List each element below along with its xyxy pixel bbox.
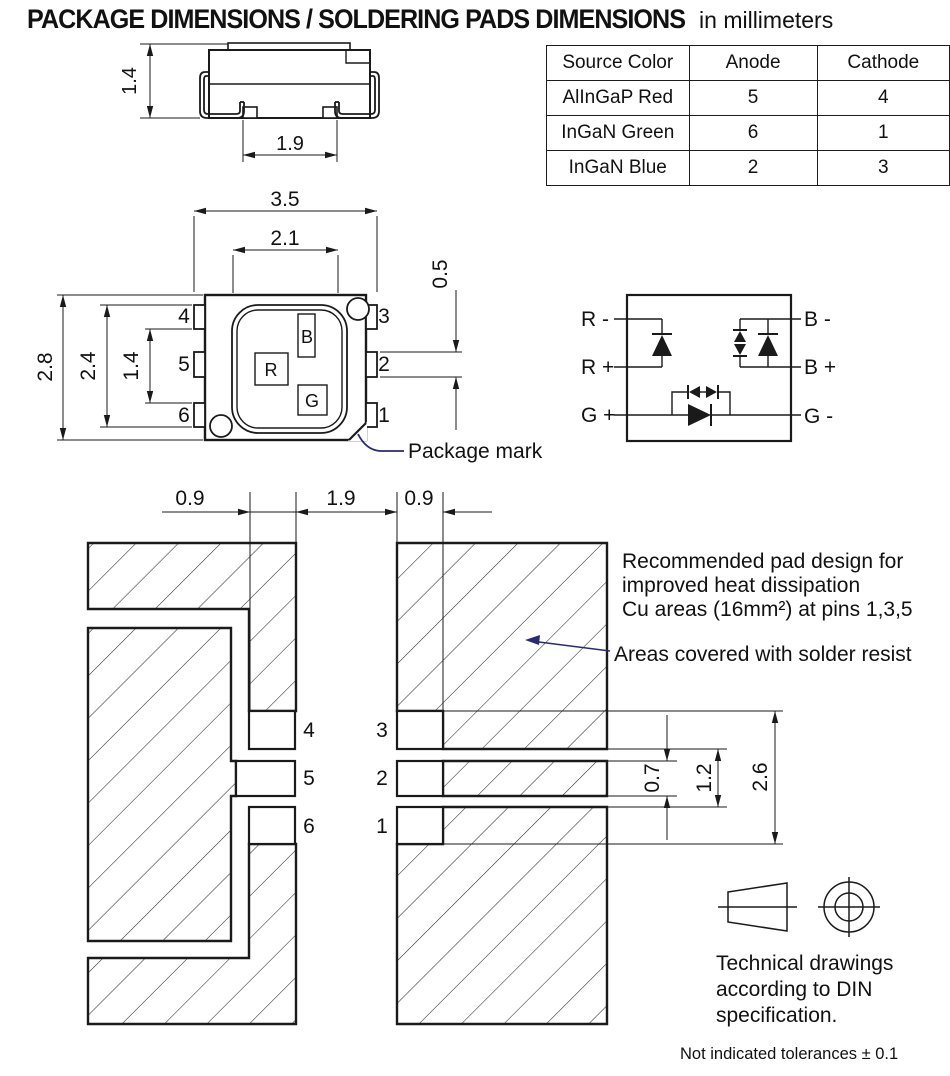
corner-circle-bottom [210,415,232,437]
dim-pad2-height: 0.7 [641,763,664,793]
chip-label-blue: B [300,327,314,347]
circuit-label-r-minus: R - [581,308,609,331]
cell-blue-anode: 2 [689,151,817,186]
dim-top-inner-width: 2.1 [270,227,300,250]
chip-label-red: R [264,360,278,380]
dim-pad-right-width: 0.9 [404,487,434,510]
pad-note-line-3: Cu areas (16mm²) at pins 1,3,5 [622,598,913,621]
chip-label-green: G [304,391,320,411]
dim-cu-gap: 1.2 [693,763,716,793]
cell-red-cathode: 4 [817,81,949,116]
din-note-line-3: specification. [716,1004,838,1027]
din-note-line-1: Technical drawings [716,952,894,975]
circuit-diagram [581,295,836,441]
circuit-label-b-plus: B + [804,356,837,379]
side-view [119,43,379,162]
pin-number-4: 4 [178,305,190,328]
side-view-right-lead [335,72,379,118]
circuit-label-g-plus: G + [581,404,616,427]
red-led-branch [614,319,672,367]
cu-strip-pin2 [443,761,607,796]
pad-openings [236,711,443,844]
pad-3 [397,711,443,749]
cu-area-pin5 [88,628,236,941]
circuit-label-b-minus: B - [804,308,831,331]
pad-number-1: 1 [376,815,388,838]
pad-6 [249,807,295,844]
dim-top-height: 2.8 [34,352,57,382]
pad-note-line-2: improved heat dissipation [622,574,861,597]
col-cathode: Cathode [817,46,949,81]
table-row-red [547,81,950,116]
corner-circle-top [347,298,369,320]
pad-number-3: 3 [376,719,388,742]
table-header-row [547,46,950,81]
cell-blue-name: InGaN Blue [547,151,690,186]
din-note [716,952,893,1027]
dim-pad-span: 2.6 [749,762,772,792]
pad-layout [88,487,913,1024]
dim-top-pin-width: 0.5 [429,259,452,289]
package-top-view [34,188,543,463]
pad-1 [397,807,443,844]
pad-number-6: 6 [303,815,315,838]
side-view-notch [346,50,370,63]
pin-assignment-table [546,45,950,186]
pin-number-6: 6 [178,404,190,427]
dim-top-pin-pitch: 1.4 [120,351,143,381]
col-anode: Anode [689,46,817,81]
dim-side-lead-span: 1.9 [276,133,304,155]
pad-2 [397,761,443,796]
dim-pin-width-lines [380,290,462,430]
cell-red-name: AlInGaP Red [547,81,690,116]
green-led-branch [614,385,801,426]
side-view-dim-height [140,44,228,118]
pad-number-4: 4 [303,719,315,742]
side-view-left-lead [200,72,244,118]
pad-note-line-1: Recommended pad design for [622,550,904,573]
pad-number-5: 5 [303,767,315,790]
din-note-line-2: according to DIN [716,978,873,1001]
pad-numbers [303,719,388,838]
page-title-suffix: in millimeters [699,7,834,33]
cell-green-anode: 6 [689,116,817,151]
projection-symbols [718,877,880,937]
pad-5 [236,761,295,796]
cell-red-anode: 5 [689,81,817,116]
pad-note [622,550,913,621]
circuit-box [627,295,791,441]
cell-green-name: InGaN Green [547,116,690,151]
col-source-color: Source Color [547,46,690,81]
cell-green-cathode: 1 [817,116,949,151]
pin-number-1: 1 [378,404,390,427]
dim-top-width: 3.5 [270,188,300,211]
table-row-green [547,116,950,151]
solder-resist-label: Areas covered with solder resist [614,643,912,666]
table-row-blue [547,151,950,186]
circuit-labels [581,308,836,428]
tolerance-note: Not indicated tolerances ± 0.1 [680,1045,899,1063]
dim-pad-gap: 1.9 [326,487,356,510]
pin-number-3: 3 [378,305,390,328]
pin-number-5: 5 [178,353,190,376]
circuit-label-r-plus: R + [581,356,615,379]
side-view-lens-plate [228,43,350,50]
circuit-label-g-minus: G - [804,405,834,428]
dim-pad-left-width: 0.9 [175,487,205,510]
pad-4 [249,711,295,749]
pad-number-2: 2 [376,767,388,790]
dim-side-height: 1.4 [119,67,141,95]
copper-areas [88,543,607,1024]
cell-blue-cathode: 3 [817,151,949,186]
dim-top-pin-span: 2.4 [77,351,100,381]
package-mark-label: Package mark [408,440,543,463]
pin-number-2: 2 [378,353,390,376]
page-title-main: PACKAGE DIMENSIONS / SOLDERING PADS DIMENSIONS [27,4,686,34]
